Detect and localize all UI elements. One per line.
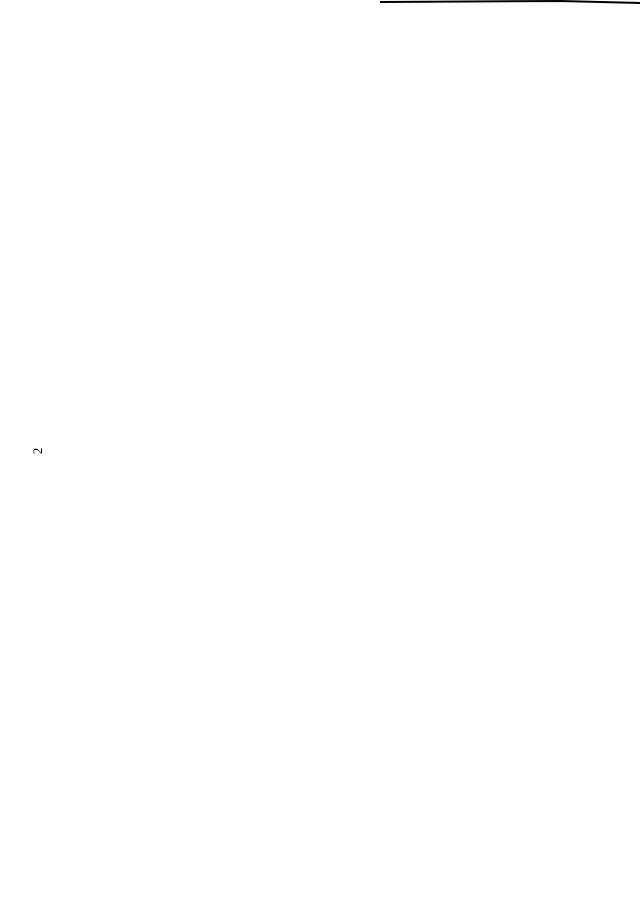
- page-number: 2: [30, 447, 45, 455]
- scan-edge-line: [0, 0, 640, 6]
